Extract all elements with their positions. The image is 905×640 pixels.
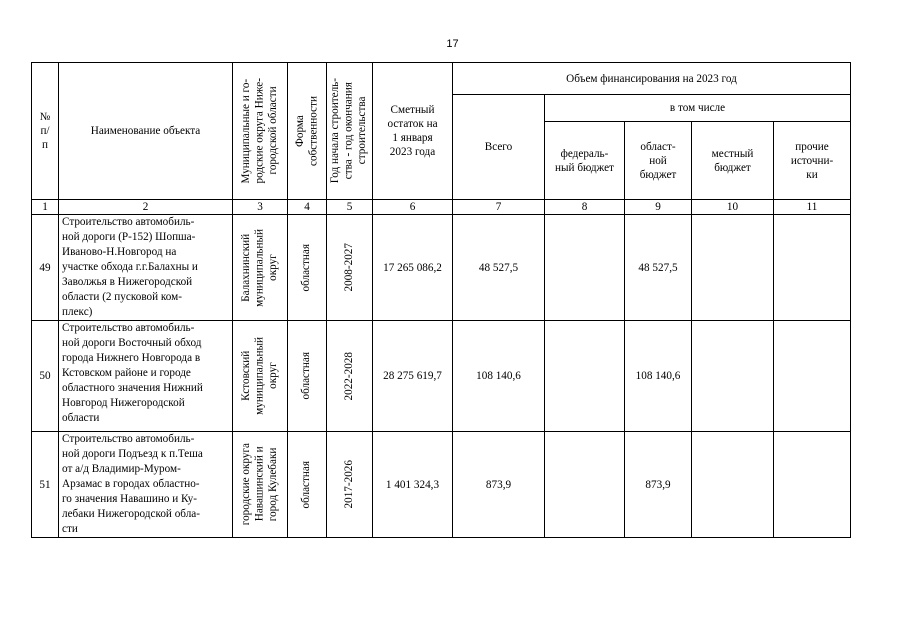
header-no: № п/ п: [32, 63, 59, 200]
object-name: Строительство автомобиль- ной дороги Восточный обход города Нижнего Новгорода в Кстовском районе и городе областного значения Нижний Новгород Нижегородской области: [59, 321, 233, 432]
federal-cell: [545, 215, 625, 321]
header-financing-group: Объем финансирования на 2023 год: [453, 63, 851, 95]
years-cell: 2022-2028: [327, 321, 373, 432]
header-row-1: [32, 63, 851, 95]
financing-table: [31, 62, 851, 538]
column-number: 11: [774, 200, 851, 215]
years-cell: 2017-2026: [327, 432, 373, 538]
column-number: 9: [625, 200, 692, 215]
header-total: Всего: [453, 95, 545, 200]
column-number-row: [32, 200, 851, 215]
local-cell: [692, 215, 774, 321]
regional-cell: 873,9: [625, 432, 692, 538]
header-years: Год начала строитель- ства - год окончания строительства: [327, 63, 373, 200]
header-name: Наименование объекта: [59, 63, 233, 200]
total-cell: 108 140,6: [453, 321, 545, 432]
municipality-cell: Балахнинский муниципальный округ: [233, 215, 288, 321]
other-cell: [774, 215, 851, 321]
object-name: Строительство автомобиль- ной дороги (Р-152) Шопша- Иваново-Н.Новгород на участке обхода г.г.Балахны и Заволжья в Нижегородской области (2 пусковой ком- плекс): [59, 215, 233, 321]
table-row: [32, 321, 851, 432]
header-municipality: Муниципальные и го- родские округа Ниже- городской области: [233, 63, 288, 200]
regional-cell: 108 140,6: [625, 321, 692, 432]
ownership-cell: областная: [288, 215, 327, 321]
row-number: 49: [32, 215, 59, 321]
column-number: 8: [545, 200, 625, 215]
total-cell: 48 527,5: [453, 215, 545, 321]
header-local: местный бюджет: [692, 122, 774, 200]
column-number: 1: [32, 200, 59, 215]
column-number: 5: [327, 200, 373, 215]
header-other: прочие источни- ки: [774, 122, 851, 200]
column-number: 6: [373, 200, 453, 215]
header-ownership: Форма собственности: [288, 63, 327, 200]
other-cell: [774, 321, 851, 432]
federal-cell: [545, 321, 625, 432]
ownership-cell: областная: [288, 321, 327, 432]
column-number: 4: [288, 200, 327, 215]
estimate-remainder-cell: 28 275 619,7: [373, 321, 453, 432]
row-number: 51: [32, 432, 59, 538]
column-number: 3: [233, 200, 288, 215]
regional-cell: 48 527,5: [625, 215, 692, 321]
page-number: 17: [446, 38, 459, 50]
municipality-cell: городские округа Навашинский и город Кулебаки: [233, 432, 288, 538]
column-number: 10: [692, 200, 774, 215]
ownership-cell: областная: [288, 432, 327, 538]
federal-cell: [545, 432, 625, 538]
column-number: 2: [59, 200, 233, 215]
header-including: в том числе: [545, 95, 851, 122]
municipality-cell: Кстовский муниципальный округ: [233, 321, 288, 432]
column-number: 7: [453, 200, 545, 215]
other-cell: [774, 432, 851, 538]
estimate-remainder-cell: 1 401 324,3: [373, 432, 453, 538]
table-row: [32, 432, 851, 538]
header-estimate-remainder: Сметный остаток на 1 января 2023 года: [373, 63, 453, 200]
total-cell: 873,9: [453, 432, 545, 538]
header-federal: федераль- ный бюджет: [545, 122, 625, 200]
estimate-remainder-cell: 17 265 086,2: [373, 215, 453, 321]
local-cell: [692, 321, 774, 432]
local-cell: [692, 432, 774, 538]
object-name: Строительство автомобиль- ной дороги Подъезд к п.Теша от а/д Владимир-Муром- Арзамас в городах областно- го значения Навашино и Ку- лебаки Нижегородской обла- сти: [59, 432, 233, 538]
years-cell: 2008-2027: [327, 215, 373, 321]
header-regional: област- ной бюджет: [625, 122, 692, 200]
row-number: 50: [32, 321, 59, 432]
table-row: [32, 215, 851, 321]
